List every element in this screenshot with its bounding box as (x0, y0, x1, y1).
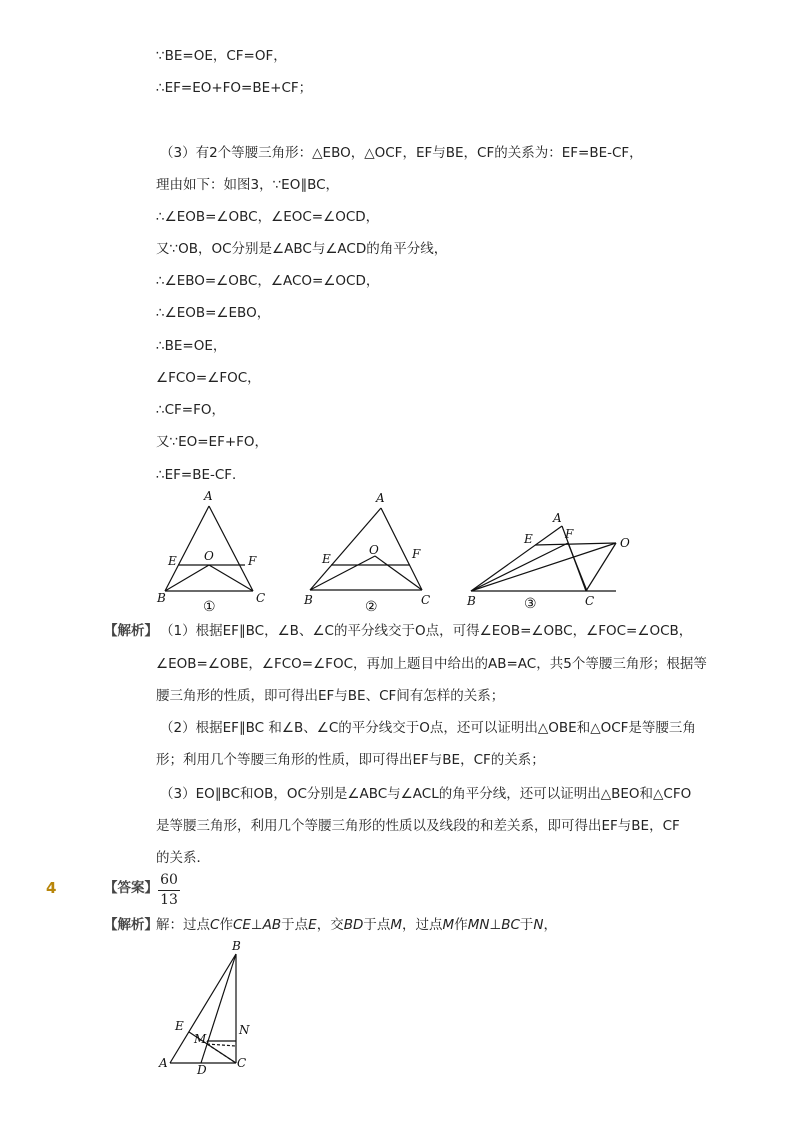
text-run: E (308, 917, 317, 933)
fig1-label-B: B (157, 591, 166, 605)
analysis-line: 是等腰三角形，利用几个等腰三角形的性质以及线段的和差关系，即可得出EF与BE，CF (156, 818, 680, 834)
figures-triangles (0, 486, 800, 618)
answer-tag: 【答案】 (104, 880, 158, 896)
analysis-tag: 【解析】 (104, 623, 158, 639)
text-line: ∴∠EOB=∠EBO， (156, 305, 271, 321)
q4-label-D: D (197, 1063, 207, 1076)
answer-fraction (158, 872, 180, 909)
q4-label-E: E (175, 1019, 184, 1033)
fraction-denominator: 13 (160, 892, 178, 908)
text-line: ∴EF=EO+FO=BE+CF； (156, 80, 313, 96)
text-line: 理由如下：如图3，∵EO∥BC， (156, 177, 340, 193)
text-run: ⊥ (489, 917, 502, 933)
fig3-label-E: E (524, 532, 533, 546)
fig2-label-A: A (376, 491, 385, 505)
fig2-label-O: O (369, 543, 379, 557)
text-run: 解：过点 (156, 917, 210, 933)
figure-3 (471, 526, 616, 591)
q4-label-N: N (239, 1023, 250, 1037)
text-line: 又∵EO=EF+FO， (156, 434, 269, 450)
text-line: ∵BE=OE，CF=OF， (156, 48, 287, 64)
q4-label-A: A (159, 1056, 168, 1070)
fig1-number: ① (203, 599, 216, 615)
text-run: 于点 (281, 917, 309, 933)
text-run: 于 (519, 917, 534, 933)
text-run: ，过点 (402, 917, 443, 933)
text-run: MN (467, 917, 490, 933)
text-line: ∴EF=BE-CF． (156, 467, 246, 483)
analysis-line: （1）根据EF∥BC，∠B、∠C的平分线交于O点，可得∠EOB=∠OBC，∠FOC=∠OCB， (160, 623, 693, 639)
fraction-numerator: 60 (160, 872, 178, 888)
fig3-label-A: A (553, 511, 562, 525)
text-line: ∴∠EOB=∠OBC，∠EOC=∠OCD， (156, 209, 380, 225)
fig1-label-O: O (204, 549, 214, 563)
analysis-line: （3）EO∥BC和OB，OC分别是∠ABC与∠ACL的角平分线，还可以证明出△BEO和△CFO (160, 786, 692, 802)
analysis-line: 的关系． (156, 850, 210, 866)
text-run: BC (501, 917, 520, 933)
text-run: BD (343, 917, 364, 933)
fig3-label-C: C (585, 594, 595, 608)
text-line: ∠FCO=∠FOC， (156, 370, 261, 386)
fig2-number: ② (365, 599, 378, 615)
question-number: 4 (46, 879, 57, 897)
text-run: 作 (219, 917, 233, 933)
text-run: N (533, 917, 544, 933)
fig3-label-F: F (565, 527, 574, 541)
text-run: M (390, 917, 403, 933)
analysis-tag: 【解析】 (104, 917, 158, 933)
analysis-line: （2）根据EF∥BC 和∠B、∠C的平分线交于O点，还可以证明出△OBE和△OCF是等腰三角 (160, 720, 696, 736)
fig2-label-C: C (421, 593, 431, 607)
q4-label-C: C (237, 1056, 247, 1070)
fig3-label-O: O (620, 536, 630, 550)
fig2-label-E: E (322, 552, 331, 566)
q4-label-B: B (232, 939, 241, 953)
fig2-label-B: B (304, 593, 313, 607)
text-run: M (442, 917, 455, 933)
figure-2 (310, 508, 422, 590)
fig2-label-F: F (412, 547, 421, 561)
fig1-label-E: E (168, 554, 177, 568)
q4-analysis-line (156, 915, 557, 935)
text-line: ∴∠EBO=∠OBC，∠ACO=∠OCD， (156, 273, 380, 289)
text-line: （3）有2个等腰三角形：△EBO，△OCF，EF与BE，CF的关系为：EF=BE-CF， (160, 145, 643, 161)
fig3-number: ③ (524, 596, 537, 612)
analysis-line: ∠EOB=∠OBE，∠FCO=∠FOC，再加上题目中给出的AB=AC，共5个等腰三角形；根据等 (156, 656, 707, 672)
text-run: C (210, 917, 220, 933)
fraction-bar (158, 890, 180, 891)
fig1-label-F: F (248, 554, 257, 568)
text-run: 作 (454, 917, 468, 933)
text-run: AB (262, 917, 282, 933)
text-run: 于点 (363, 917, 391, 933)
text-run: CE (232, 917, 251, 933)
fig1-label-C: C (256, 591, 266, 605)
text-run: ，交 (316, 917, 344, 933)
q4-label-M: M (194, 1032, 207, 1046)
analysis-line: 形；利用几个等腰三角形的性质，即可得出EF与BE，CF的关系； (156, 752, 545, 768)
figure-q4 (150, 936, 270, 1076)
analysis-line: 腰三角形的性质，即可得出EF与BE、CF间有怎样的关系； (156, 688, 505, 704)
text-line: 又∵OB，OC分别是∠ABC与∠ACD的角平分线， (156, 241, 448, 257)
fig1-label-A: A (204, 489, 213, 503)
text-line: ∴CF=FO， (156, 402, 225, 418)
fig3-label-B: B (467, 594, 476, 608)
text-run: ⊥ (250, 917, 263, 933)
text-run: ， (543, 917, 558, 933)
text-line: ∴BE=OE， (156, 338, 227, 354)
